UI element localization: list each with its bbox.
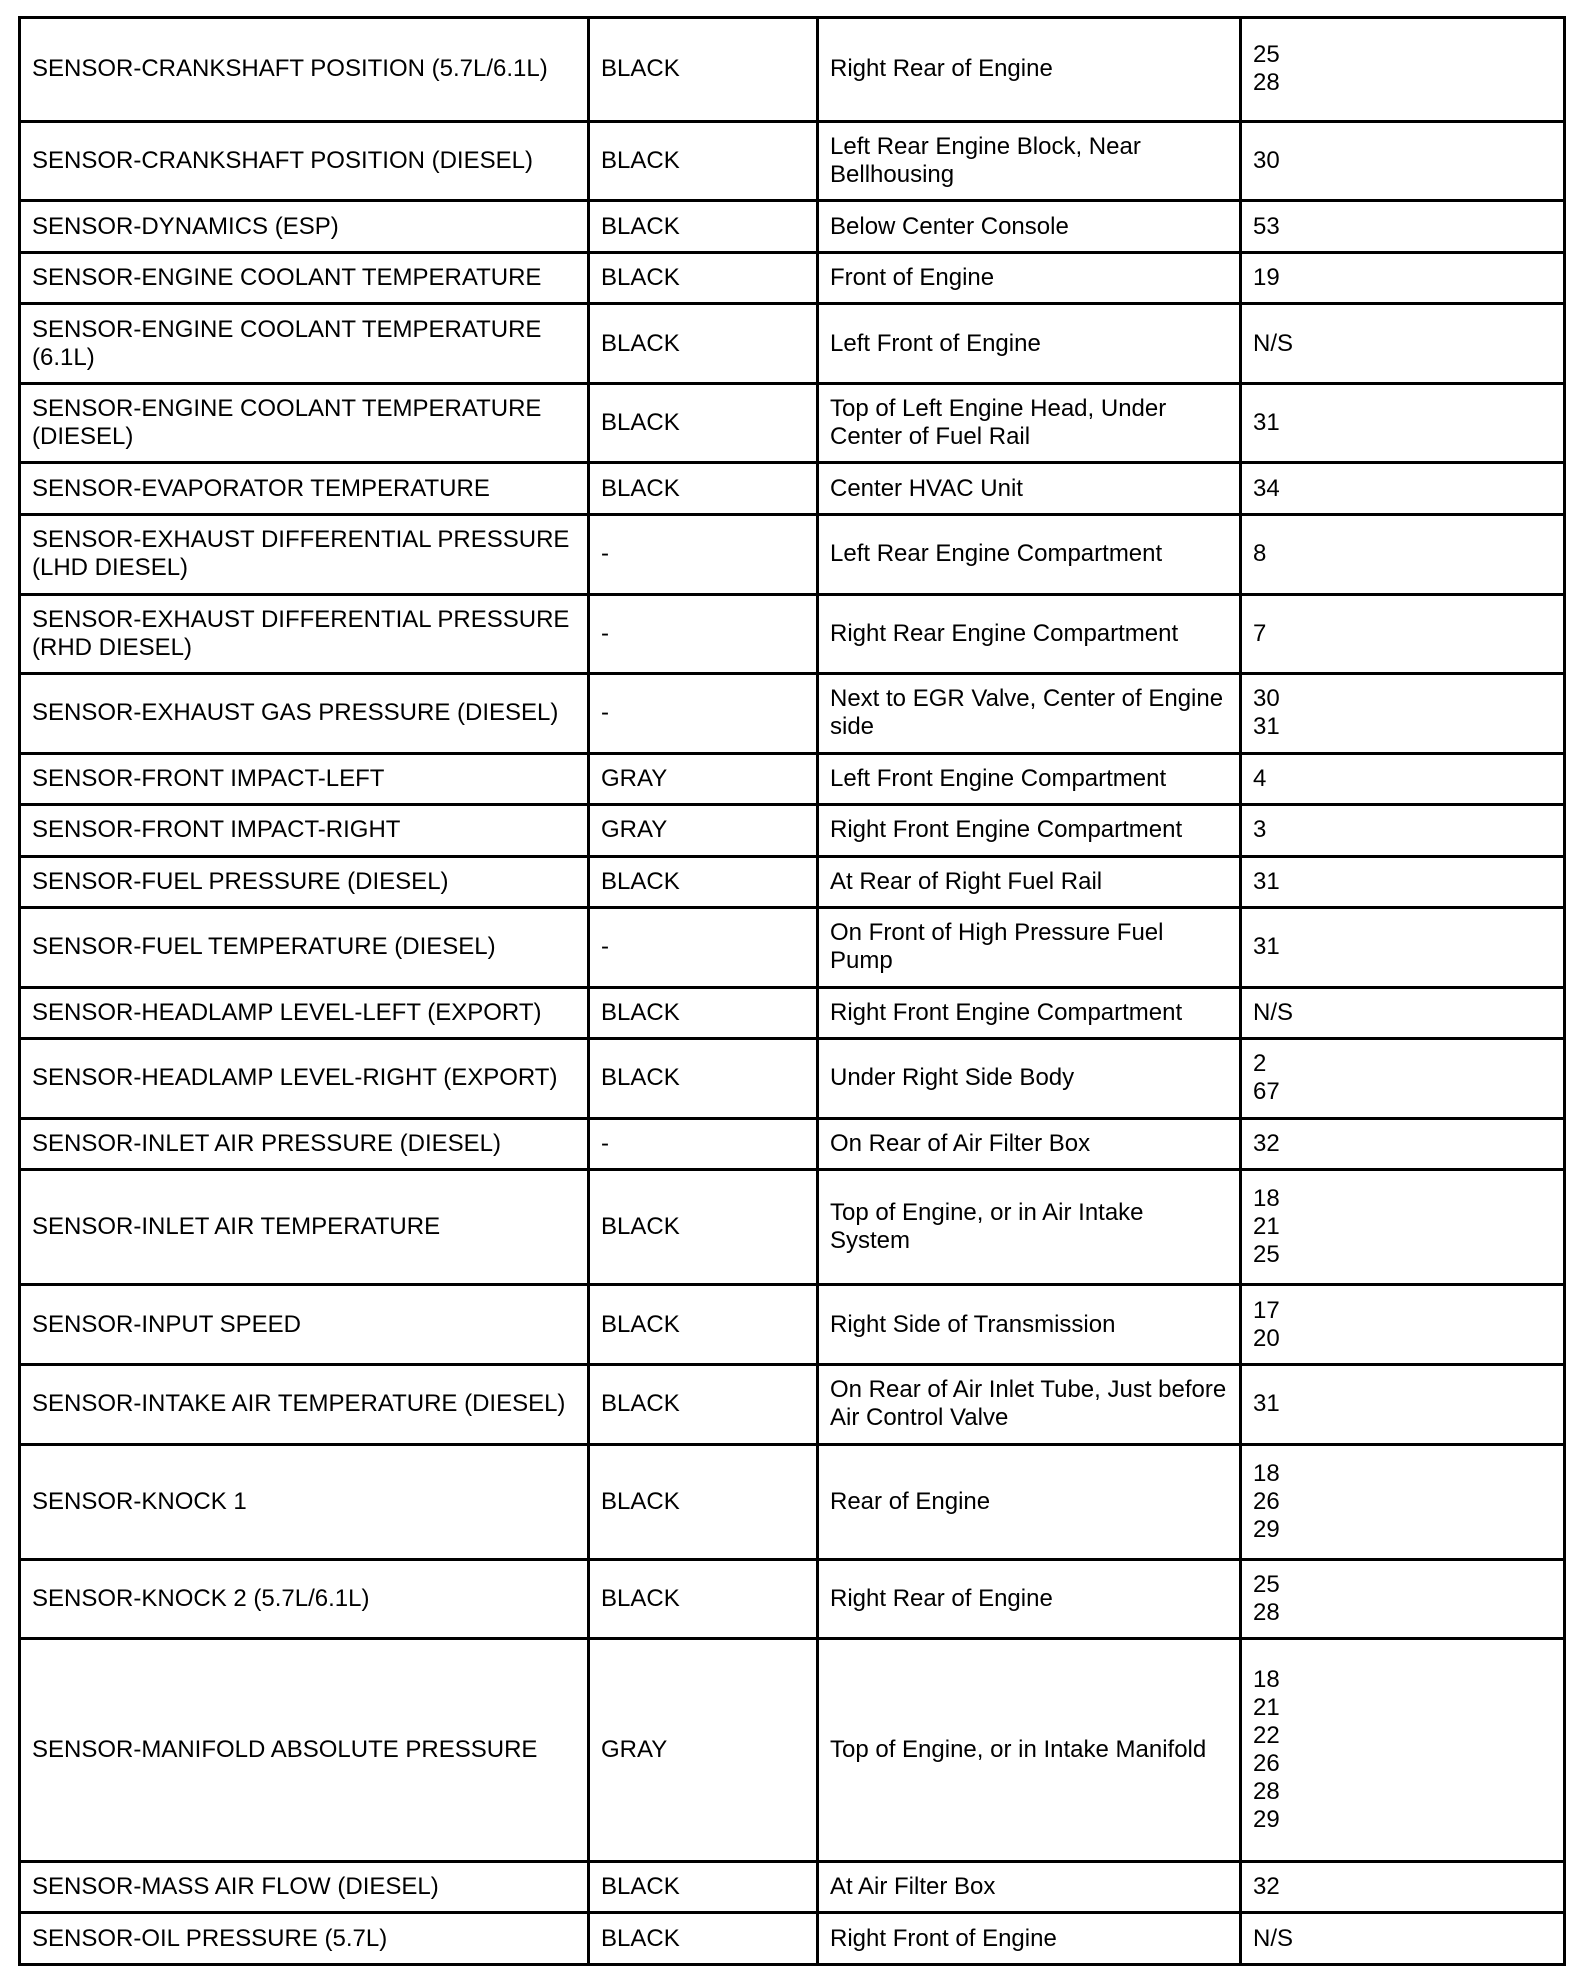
- figure-number-cell: [1242, 516, 1563, 593]
- connector-location-table: [18, 16, 1566, 1966]
- figure-number: 30: [1253, 685, 1280, 713]
- figure-number: 30: [1253, 147, 1280, 175]
- figure-number-cell: [1242, 858, 1563, 906]
- component-name-cell: SENSOR-EXHAUST GAS PRESSURE (DIESEL): [21, 675, 587, 752]
- figure-number: 22: [1253, 1722, 1280, 1750]
- figure-number: 31: [1253, 933, 1280, 961]
- figure-number: 31: [1253, 867, 1280, 895]
- figure-number: 8: [1253, 540, 1267, 568]
- table-row: [21, 858, 1563, 906]
- location-cell: Next to EGR Valve, Center of Engine side: [819, 675, 1239, 752]
- figure-number: 25: [1253, 1241, 1280, 1269]
- connector-color-cell: BLACK: [590, 254, 816, 302]
- location-cell: Below Center Console: [819, 202, 1239, 250]
- figure-number: N/S: [1253, 329, 1294, 357]
- figure-number: 34: [1253, 474, 1280, 502]
- table-row: [21, 806, 1563, 854]
- table-row: [21, 1640, 1563, 1859]
- connector-color-cell: BLACK: [590, 1863, 816, 1911]
- figure-number: 3: [1253, 816, 1267, 844]
- location-cell: Right Front of Engine: [819, 1914, 1239, 1963]
- connector-color-cell: -: [590, 1120, 816, 1168]
- figure-number: 67: [1253, 1078, 1280, 1106]
- component-name-cell: SENSOR-OIL PRESSURE (5.7L): [21, 1914, 587, 1963]
- component-name-cell: SENSOR-CRANKSHAFT POSITION (DIESEL): [21, 123, 587, 200]
- figure-number-cell: [1242, 1120, 1563, 1168]
- figure-number: 25: [1253, 41, 1280, 69]
- component-name-cell: SENSOR-FUEL TEMPERATURE (DIESEL): [21, 909, 587, 986]
- connector-color-cell: BLACK: [590, 464, 816, 512]
- component-name-cell: SENSOR-EXHAUST DIFFERENTIAL PRESSURE (RHD DIESEL): [21, 596, 587, 673]
- table-row: [21, 202, 1563, 250]
- connector-color-cell: BLACK: [590, 1446, 816, 1558]
- figure-number-cell: [1242, 1863, 1563, 1911]
- figure-number: 7: [1253, 619, 1267, 647]
- table-row: [21, 1914, 1563, 1963]
- figure-number: 26: [1253, 1750, 1280, 1778]
- figure-number: 17: [1253, 1296, 1280, 1324]
- component-name-cell: SENSOR-ENGINE COOLANT TEMPERATURE: [21, 254, 587, 302]
- figure-number: N/S: [1253, 1924, 1294, 1952]
- connector-color-cell: BLACK: [590, 123, 816, 200]
- table-row: [21, 596, 1563, 673]
- table-row: [21, 123, 1563, 200]
- figure-number: 29: [1253, 1806, 1280, 1834]
- component-name-cell: SENSOR-MASS AIR FLOW (DIESEL): [21, 1863, 587, 1911]
- figure-number-cell: [1242, 254, 1563, 302]
- figure-number-cell: [1242, 1366, 1563, 1443]
- location-cell: Right Side of Transmission: [819, 1286, 1239, 1363]
- component-name-cell: SENSOR-HEADLAMP LEVEL-LEFT (EXPORT): [21, 989, 587, 1037]
- figure-number: 20: [1253, 1324, 1280, 1352]
- figure-number: 31: [1253, 713, 1280, 741]
- location-cell: At Rear of Right Fuel Rail: [819, 858, 1239, 906]
- table-row: [21, 254, 1563, 302]
- connector-color-cell: BLACK: [590, 1914, 816, 1963]
- table-row: [21, 755, 1563, 803]
- connector-color-cell: BLACK: [590, 989, 816, 1037]
- component-name-cell: SENSOR-FRONT IMPACT-RIGHT: [21, 806, 587, 854]
- connector-color-cell: GRAY: [590, 806, 816, 854]
- connector-color-cell: GRAY: [590, 1640, 816, 1859]
- figure-number: 28: [1253, 1599, 1280, 1627]
- connector-color-cell: BLACK: [590, 1286, 816, 1363]
- table-row: [21, 1446, 1563, 1558]
- figure-number: 18: [1253, 1666, 1280, 1694]
- table-row: [21, 1286, 1563, 1363]
- figure-number: 18: [1253, 1185, 1280, 1213]
- connector-color-cell: -: [590, 909, 816, 986]
- figure-number: 25: [1253, 1571, 1280, 1599]
- component-name-cell: SENSOR-DYNAMICS (ESP): [21, 202, 587, 250]
- figure-number: 18: [1253, 1459, 1280, 1487]
- figure-number: N/S: [1253, 998, 1294, 1026]
- table-body: [21, 19, 1563, 1963]
- figure-number-cell: [1242, 1640, 1563, 1859]
- figure-number: 26: [1253, 1487, 1280, 1515]
- location-cell: Top of Engine, or in Air Intake System: [819, 1171, 1239, 1283]
- component-name-cell: SENSOR-EVAPORATOR TEMPERATURE: [21, 464, 587, 512]
- figure-number-cell: [1242, 19, 1563, 120]
- component-name-cell: SENSOR-FUEL PRESSURE (DIESEL): [21, 858, 587, 906]
- connector-color-cell: BLACK: [590, 202, 816, 250]
- figure-number-cell: [1242, 989, 1563, 1037]
- figure-number-cell: [1242, 305, 1563, 382]
- location-cell: Top of Left Engine Head, Under Center of Fuel Rail: [819, 385, 1239, 462]
- location-cell: Left Rear Engine Block, Near Bellhousing: [819, 123, 1239, 200]
- connector-color-cell: BLACK: [590, 1171, 816, 1283]
- component-name-cell: SENSOR-KNOCK 2 (5.7L/6.1L): [21, 1561, 587, 1638]
- figure-number: 2: [1253, 1050, 1267, 1078]
- location-cell: At Air Filter Box: [819, 1863, 1239, 1911]
- location-cell: Right Rear of Engine: [819, 1561, 1239, 1638]
- figure-number-cell: [1242, 1914, 1563, 1963]
- figure-number-cell: [1242, 596, 1563, 673]
- connector-color-cell: -: [590, 596, 816, 673]
- connector-color-cell: GRAY: [590, 755, 816, 803]
- component-name-cell: SENSOR-HEADLAMP LEVEL-RIGHT (EXPORT): [21, 1040, 587, 1117]
- location-cell: Right Front Engine Compartment: [819, 989, 1239, 1037]
- location-cell: Top of Engine, or in Intake Manifold: [819, 1640, 1239, 1859]
- figure-number: 21: [1253, 1694, 1280, 1722]
- connector-color-cell: BLACK: [590, 1040, 816, 1117]
- component-name-cell: SENSOR-FRONT IMPACT-LEFT: [21, 755, 587, 803]
- component-name-cell: SENSOR-INLET AIR TEMPERATURE: [21, 1171, 587, 1283]
- location-cell: On Rear of Air Filter Box: [819, 1120, 1239, 1168]
- location-cell: Right Rear of Engine: [819, 19, 1239, 120]
- component-name-cell: SENSOR-EXHAUST DIFFERENTIAL PRESSURE (LHD DIESEL): [21, 516, 587, 593]
- figure-number: 29: [1253, 1515, 1280, 1543]
- table-row: [21, 1366, 1563, 1443]
- table-row: [21, 989, 1563, 1037]
- figure-number-cell: [1242, 1561, 1563, 1638]
- component-name-cell: SENSOR-ENGINE COOLANT TEMPERATURE (6.1L): [21, 305, 587, 382]
- figure-number-cell: [1242, 123, 1563, 200]
- location-cell: Right Rear Engine Compartment: [819, 596, 1239, 673]
- figure-number: 32: [1253, 1129, 1280, 1157]
- figure-number: 28: [1253, 69, 1280, 97]
- table-row: [21, 464, 1563, 512]
- component-name-cell: SENSOR-INTAKE AIR TEMPERATURE (DIESEL): [21, 1366, 587, 1443]
- table-row: [21, 1863, 1563, 1911]
- figure-number-cell: [1242, 202, 1563, 250]
- location-cell: Right Front Engine Compartment: [819, 806, 1239, 854]
- table-row: [21, 909, 1563, 986]
- table-row: [21, 19, 1563, 120]
- figure-number: 21: [1253, 1213, 1280, 1241]
- table-row: [21, 385, 1563, 462]
- connector-color-cell: BLACK: [590, 19, 816, 120]
- component-name-cell: SENSOR-INLET AIR PRESSURE (DIESEL): [21, 1120, 587, 1168]
- table-row: [21, 305, 1563, 382]
- location-cell: Under Right Side Body: [819, 1040, 1239, 1117]
- component-name-cell: SENSOR-CRANKSHAFT POSITION (5.7L/6.1L): [21, 19, 587, 120]
- figure-number-cell: [1242, 464, 1563, 512]
- connector-color-cell: BLACK: [590, 858, 816, 906]
- figure-number: 4: [1253, 764, 1267, 792]
- location-cell: Center HVAC Unit: [819, 464, 1239, 512]
- figure-number: 31: [1253, 1390, 1280, 1418]
- figure-number-cell: [1242, 806, 1563, 854]
- table-row: [21, 1561, 1563, 1638]
- figure-number-cell: [1242, 675, 1563, 752]
- figure-number: 53: [1253, 212, 1280, 240]
- connector-color-cell: BLACK: [590, 385, 816, 462]
- location-cell: Front of Engine: [819, 254, 1239, 302]
- location-cell: On Rear of Air Inlet Tube, Just before Air Control Valve: [819, 1366, 1239, 1443]
- figure-number-cell: [1242, 385, 1563, 462]
- location-cell: Left Front of Engine: [819, 305, 1239, 382]
- figure-number: 28: [1253, 1778, 1280, 1806]
- table-row: [21, 1040, 1563, 1117]
- location-cell: On Front of High Pressure Fuel Pump: [819, 909, 1239, 986]
- figure-number: 19: [1253, 264, 1280, 292]
- connector-location-table-page: [18, 16, 1566, 1966]
- table-row: [21, 516, 1563, 593]
- figure-number: 32: [1253, 1873, 1280, 1901]
- figure-number-cell: [1242, 755, 1563, 803]
- component-name-cell: SENSOR-ENGINE COOLANT TEMPERATURE (DIESEL): [21, 385, 587, 462]
- component-name-cell: SENSOR-INPUT SPEED: [21, 1286, 587, 1363]
- connector-color-cell: -: [590, 516, 816, 593]
- component-name-cell: SENSOR-KNOCK 1: [21, 1446, 587, 1558]
- table-row: [21, 675, 1563, 752]
- figure-number-cell: [1242, 1040, 1563, 1117]
- figure-number-cell: [1242, 1171, 1563, 1283]
- connector-color-cell: -: [590, 675, 816, 752]
- table-row: [21, 1171, 1563, 1283]
- table-row: [21, 1120, 1563, 1168]
- figure-number: 31: [1253, 409, 1280, 437]
- location-cell: Rear of Engine: [819, 1446, 1239, 1558]
- location-cell: Left Rear Engine Compartment: [819, 516, 1239, 593]
- connector-color-cell: BLACK: [590, 305, 816, 382]
- connector-color-cell: BLACK: [590, 1561, 816, 1638]
- connector-color-cell: BLACK: [590, 1366, 816, 1443]
- location-cell: Left Front Engine Compartment: [819, 755, 1239, 803]
- figure-number-cell: [1242, 1286, 1563, 1363]
- component-name-cell: SENSOR-MANIFOLD ABSOLUTE PRESSURE: [21, 1640, 587, 1859]
- figure-number-cell: [1242, 909, 1563, 986]
- figure-number-cell: [1242, 1446, 1563, 1558]
